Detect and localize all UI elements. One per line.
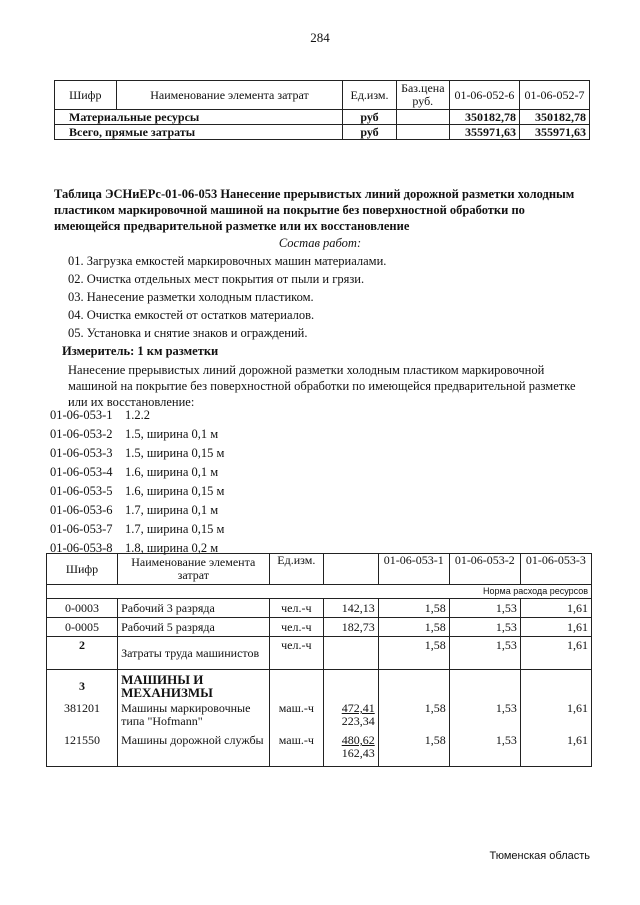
code-value: 1.2.2: [125, 408, 150, 422]
code-value: 1.5, ширина 0,15 м: [125, 446, 225, 460]
row-price: [396, 110, 449, 125]
header-cell: 01-06-052-6: [449, 81, 519, 110]
row-value: 355971,63: [449, 125, 519, 140]
code-id: 01-06-053-7: [50, 522, 113, 536]
row-name: Рабочий 3 разряда: [118, 599, 269, 618]
row-unit: руб: [343, 110, 396, 125]
work-item: 04. Очистка емкостей от остатков материалов.: [68, 308, 315, 322]
table-row: [55, 110, 590, 125]
code-id: 01-06-053-6: [50, 503, 113, 517]
header-cell: Шифр: [47, 554, 118, 585]
work-item: 01. Загрузка емкостей маркировочных машин материалами.: [68, 254, 387, 268]
header-cell: Баз.цена руб.: [396, 81, 449, 110]
row-code: 0-0005: [47, 618, 118, 637]
row-value: 1,58: [378, 618, 449, 637]
row-name: Затраты труда машинистов: [118, 637, 269, 670]
norma-label: Норма расхода ресурсов: [47, 585, 592, 599]
code-id: 01-06-053-1: [50, 408, 113, 422]
measure-unit: Измеритель: 1 км разметки: [62, 344, 219, 358]
work-item: 02. Очистка отдельных мест покрытия от пыли и грязи.: [68, 272, 365, 286]
code-value: 1.7, ширина 0,1 м: [125, 503, 219, 517]
summary-table: [54, 80, 590, 140]
table-row: [47, 599, 592, 618]
code-id: 01-06-053-8: [50, 541, 113, 555]
code-id: 01-06-053-2: [50, 427, 113, 441]
row-code: 3: [47, 670, 118, 703]
header-cell: Шифр: [55, 81, 117, 110]
row-code: 2: [47, 637, 118, 670]
footer-region: Тюменская область: [489, 850, 590, 862]
row-price: [324, 637, 379, 670]
row-unit: руб: [343, 125, 396, 140]
page-number: 284: [310, 30, 330, 45]
row-value: 1,58: [378, 637, 449, 670]
row-price: 142,13: [324, 599, 379, 618]
row-value: 355971,63: [519, 125, 589, 140]
row-unit: [269, 670, 324, 703]
row-value: 1,61: [520, 734, 591, 767]
header-cell: Ед.изм.: [343, 81, 396, 110]
table-row: [47, 734, 592, 767]
row-price: 182,73: [324, 618, 379, 637]
row-value: 1,53: [449, 599, 520, 618]
table-row: [47, 618, 592, 637]
header-cell: 01-06-053-2: [449, 554, 520, 585]
row-unit: маш.-ч: [269, 702, 324, 734]
row-value: 1,53: [449, 734, 520, 767]
header-cell: [324, 554, 379, 585]
row-value: [520, 670, 591, 703]
row-value: 350182,78: [519, 110, 589, 125]
row-value: 1,53: [449, 618, 520, 637]
resources-table: [46, 553, 592, 767]
table-title: Таблица ЭСНиЕРс-01-06-053 Нанесение прерывистых линий дорожной разметки холодным пластиком маркировочной машиной на покрытие без поверхностной обработки по имеющейся предварительной разметке или их восстановление: [54, 187, 575, 233]
row-value: 1,61: [520, 599, 591, 618]
row-price: [324, 670, 379, 703]
row-name: Материальные ресурсы: [55, 110, 343, 125]
work-item: 05. Установка и снятие знаков и ограждений.: [68, 326, 308, 340]
table-row: [47, 702, 592, 734]
row-value: 1,53: [449, 702, 520, 734]
row-price: 480,62: [341, 733, 375, 747]
row-code: 121550: [47, 734, 118, 767]
row-unit: чел.-ч: [269, 599, 324, 618]
work-item: 03. Нанесение разметки холодным пластиком.: [68, 290, 314, 304]
row-price-cell: [324, 734, 379, 767]
code-value: 1.6, ширина 0,1 м: [125, 465, 219, 479]
description: Нанесение прерывистых линий дорожной разметки холодным пластиком маркировочной машиной на покрытие без поверхностной обработки по имеющейся предварительной разметке или их восстановление:: [68, 363, 576, 409]
header-cell: Наименование элемента затрат: [118, 554, 269, 585]
row-unit: маш.-ч: [269, 734, 324, 767]
header-cell: Ед.изм.: [269, 554, 324, 585]
row-name: МАШИНЫ И МЕХАНИЗМЫ: [118, 670, 269, 703]
row-price-secondary: 223,34: [341, 714, 375, 728]
code-value: 1.6, ширина 0,15 м: [125, 484, 225, 498]
summary-table-header: [55, 81, 590, 110]
resources-table-header: [47, 554, 592, 585]
row-code: 381201: [47, 702, 118, 734]
row-value: 1,61: [520, 702, 591, 734]
row-unit: чел.-ч: [269, 618, 324, 637]
row-value: 1,53: [449, 637, 520, 670]
row-price: 472,41: [341, 701, 375, 715]
code-id: 01-06-053-5: [50, 484, 113, 498]
row-value: [449, 670, 520, 703]
row-name: Всего, прямые затраты: [55, 125, 343, 140]
row-code: 0-0003: [47, 599, 118, 618]
header-cell: 01-06-053-1: [378, 554, 449, 585]
row-value: 1,61: [520, 618, 591, 637]
row-unit: чел.-ч: [269, 637, 324, 670]
norma-row: [47, 585, 592, 599]
row-name: Рабочий 5 разряда: [118, 618, 269, 637]
row-name: Машины дорожной службы: [118, 734, 269, 767]
row-value: 1,58: [378, 702, 449, 734]
row-value: 1,58: [378, 734, 449, 767]
table-row: [55, 125, 590, 140]
header-cell: Наименование элемента затрат: [116, 81, 343, 110]
table-row: [47, 637, 592, 670]
row-price-cell: [324, 702, 379, 734]
section-row: [47, 670, 592, 703]
works-heading: Состав работ:: [278, 236, 362, 250]
code-value: 1.7, ширина 0,15 м: [125, 522, 225, 536]
code-value: 1.8, ширина 0,2 м: [125, 541, 219, 555]
code-id: 01-06-053-3: [50, 446, 113, 460]
header-cell: 01-06-053-3: [520, 554, 591, 585]
row-price: [396, 125, 449, 140]
row-value: [378, 670, 449, 703]
code-id: 01-06-053-4: [50, 465, 113, 479]
row-name: Машины маркировочные типа "Hofmann": [118, 702, 269, 734]
row-price-secondary: 162,43: [341, 746, 375, 760]
row-value: 1,58: [378, 599, 449, 618]
header-cell: 01-06-052-7: [519, 81, 589, 110]
row-value: 1,61: [520, 637, 591, 670]
code-value: 1.5, ширина 0,1 м: [125, 427, 219, 441]
row-value: 350182,78: [449, 110, 519, 125]
